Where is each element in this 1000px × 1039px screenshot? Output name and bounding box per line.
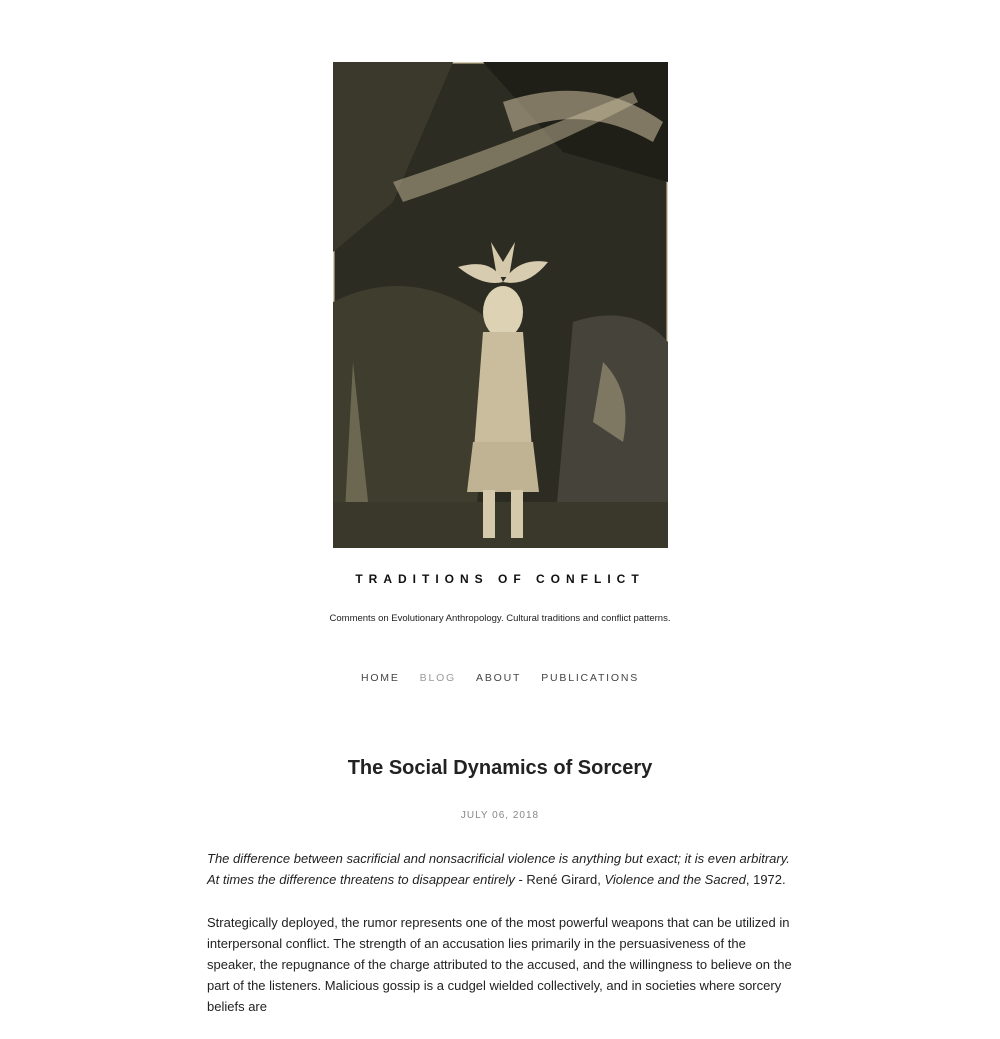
body-paragraph: Strategically deployed, the rumor represents one of the most powerful weapons that can be utilized in interpersonal conflict. The strength of an accusation lies primarily in the persuasiveness of the speaker, the repugnance of the charge attributed to the accused, and the willingness to believe on the part of the listeners. Malicious gossip is a cudgel wielded collectively, and in societies where sorcery beliefs are xyxy=(207,915,792,1014)
header-photo xyxy=(333,62,668,548)
post-title[interactable]: The Social Dynamics of Sorcery xyxy=(347,757,653,779)
site-title[interactable]: TRADITIONS OF CONFLICT xyxy=(355,572,645,586)
epigraph-year: , 1972. xyxy=(745,872,786,887)
post-date: JULY 06, 2018 xyxy=(460,810,540,821)
epigraph xyxy=(207,848,797,890)
post-body xyxy=(207,848,797,1039)
epigraph-work: Violence and the Sacred xyxy=(604,872,746,887)
nav-publications[interactable]: PUBLICATIONS xyxy=(541,672,640,684)
nav-blog[interactable]: BLOG xyxy=(419,672,457,684)
nav-about[interactable]: ABOUT xyxy=(476,672,522,684)
epigraph-attribution: - René Girard, xyxy=(514,872,605,887)
nav-home[interactable]: HOME xyxy=(360,672,400,684)
site-description: Comments on Evolutionary Anthropology. Cultural traditions and conflict patterns. xyxy=(329,613,671,624)
masked-dancer-photo xyxy=(333,62,668,548)
main-nav xyxy=(0,672,1000,684)
epigraph-quote: The difference between sacrificial and nonsacrificial violence is anything but exact; it is even arbitrary. At times the difference threatens to disappear entirely xyxy=(207,851,790,887)
